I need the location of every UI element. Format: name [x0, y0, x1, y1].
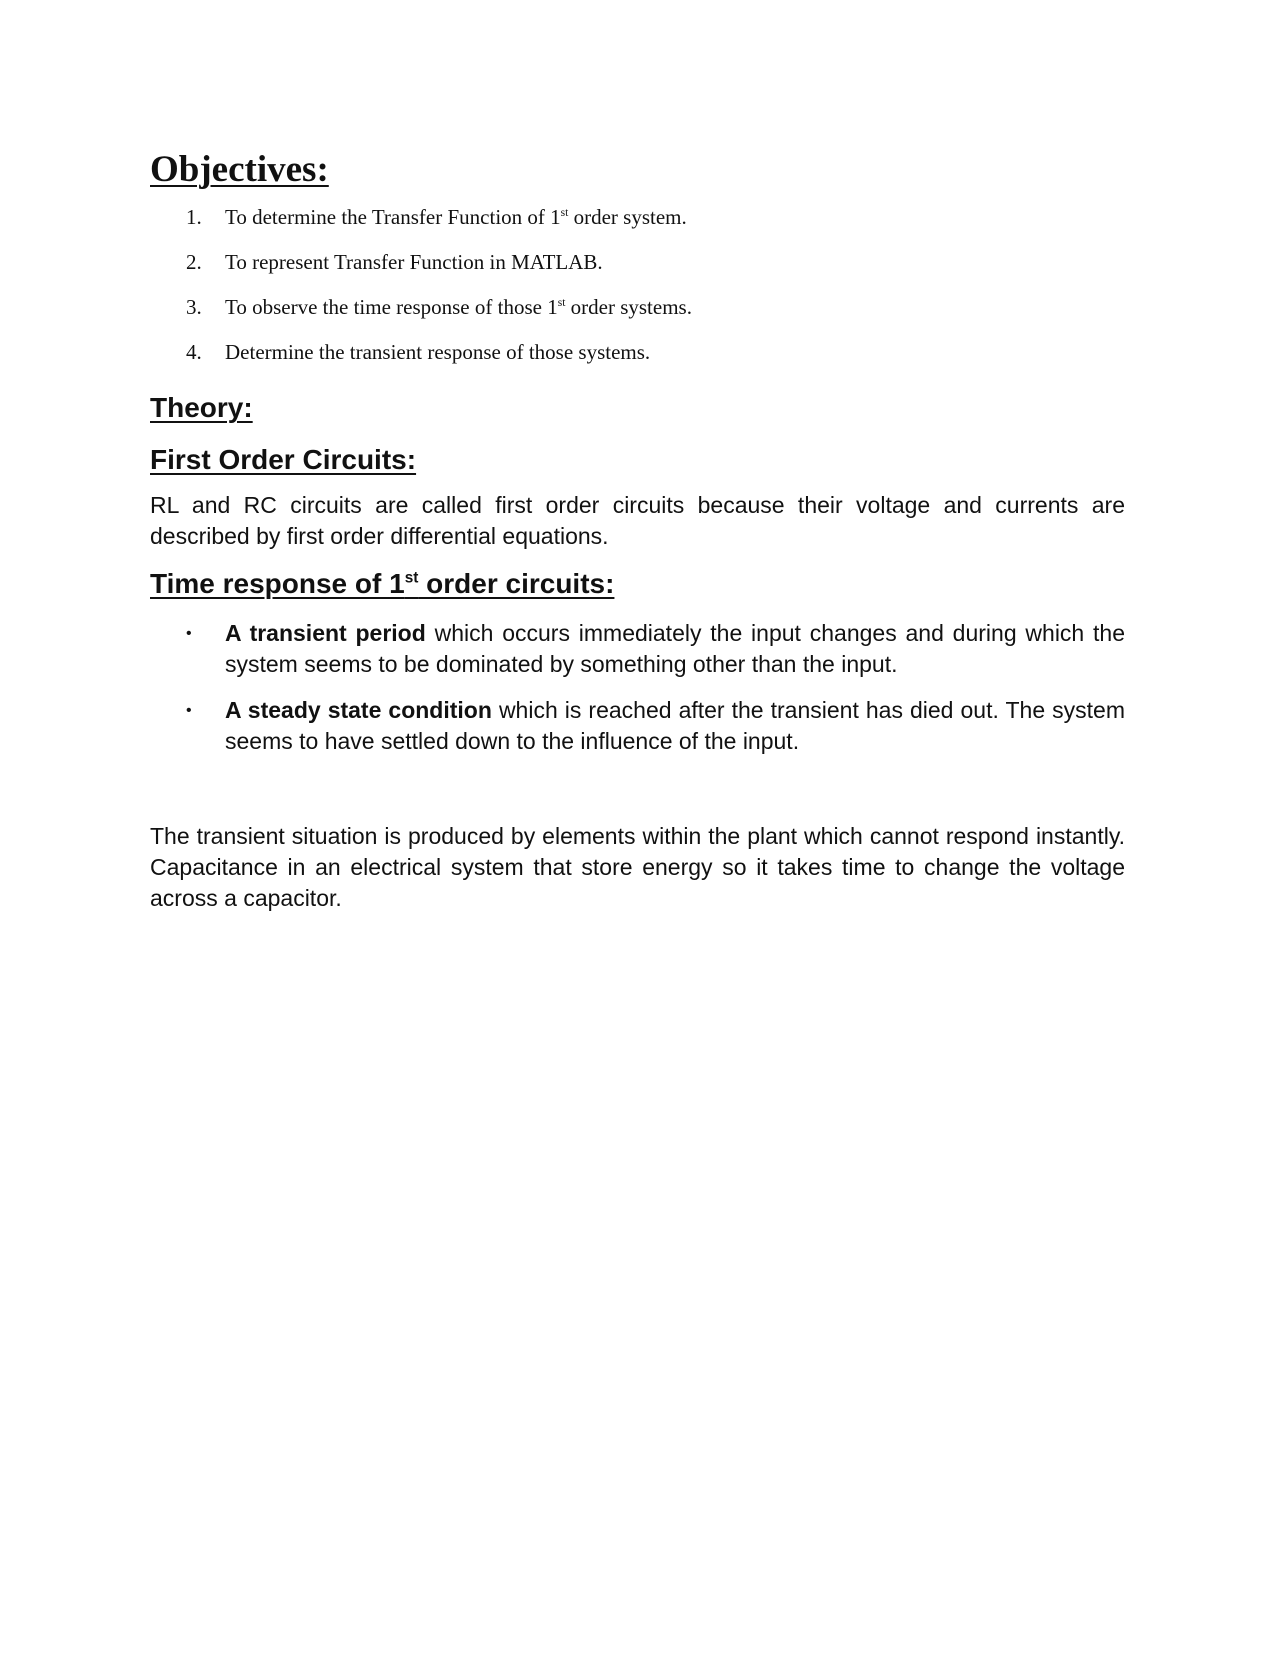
closing-paragraph: The transient situation is produced by elements within the plant which cannot respond instantly. Capacitance in an electrical system that store energy so it takes time to change the voltage across a capacitor.	[150, 823, 1125, 911]
bullet-bold-term: A steady state condition	[225, 697, 492, 723]
objectives-heading: Objectives:	[150, 149, 329, 190]
bullet-icon: •	[186, 625, 192, 642]
objectives-list	[150, 202, 1125, 382]
response-bullet-list	[150, 618, 1125, 757]
bullet-item-transient	[150, 618, 1125, 680]
document-page	[150, 148, 1125, 914]
objective-text: To determine the Transfer Function of 1	[225, 205, 561, 229]
bullet-text: which occurs immediately the input changes and during which the system seems to be dominated by something other than the input.	[225, 620, 1126, 677]
superscript: st	[557, 297, 566, 309]
objective-text: To represent Transfer Function in MATLAB.	[225, 250, 603, 274]
list-number: 4.	[186, 340, 202, 364]
objective-item	[150, 247, 1125, 292]
theory-heading: Theory:	[150, 392, 253, 423]
list-number: 1.	[186, 205, 202, 229]
bullet-bold-term: A transient period	[225, 620, 426, 646]
superscript: st	[560, 207, 569, 219]
objective-text-end: order system.	[568, 205, 687, 229]
objective-text-end: order systems.	[565, 295, 692, 319]
superscript: st	[404, 569, 419, 587]
list-number: 2.	[186, 250, 202, 274]
first-order-paragraph: RL and RC circuits are called first order circuits because their voltage and currents are described by first order differential equations.	[150, 492, 1125, 549]
bullet-item-steady-state	[150, 695, 1125, 757]
time-response-heading-end: order circuits:	[418, 568, 615, 599]
time-response-heading-text: Time response of 1	[150, 568, 405, 599]
first-order-heading: First Order Circuits:	[150, 444, 417, 475]
objective-item	[150, 202, 1125, 247]
time-response-heading	[150, 564, 1125, 604]
objective-item	[150, 292, 1125, 337]
objective-text: Determine the transient response of those systems.	[225, 340, 651, 364]
bullet-icon: •	[186, 702, 192, 719]
objective-item	[150, 337, 1125, 382]
bullet-text: which is reached after the transient has died out. The system seems to have settled down to the influence of the input.	[225, 697, 1125, 754]
objective-text: To observe the time response of those 1	[225, 295, 558, 319]
list-number: 3.	[186, 295, 202, 319]
